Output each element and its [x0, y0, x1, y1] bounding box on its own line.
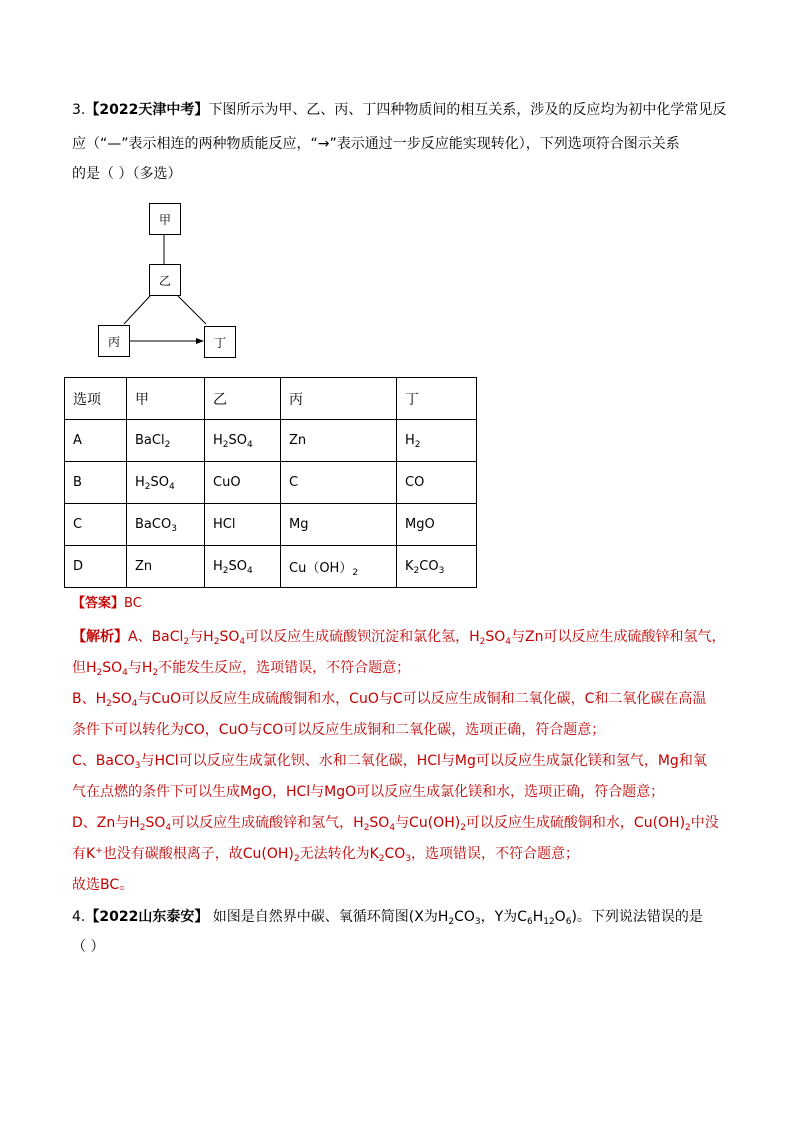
- table-row: [65, 420, 477, 462]
- cell-bing: $Cu(OH)_2$: [281, 546, 397, 588]
- cell-yi: $H_2SO_4$: [205, 420, 281, 462]
- header-option: 选项: [65, 378, 127, 420]
- analysis-line-6: 气在点燃的条件下可以生成MgO，HCl与MgO可以反应生成氯化镁和水，选项正确，符合题意；: [72, 784, 665, 800]
- analysis-line-5: C、BaCO$_3$与HCl可以反应生成氯化钡、水和二氧化碳，HCl与Mg可以反应生成氯化镁和氢气，Mg和氧: [72, 753, 707, 771]
- table-row: [65, 504, 477, 546]
- node-ding: 丁: [204, 326, 236, 358]
- cell-jia: Zn: [127, 546, 205, 588]
- relationship-diagram: [0, 0, 794, 380]
- cell-jia: BaCl$_2$: [127, 420, 205, 462]
- cell-bing: Zn: [281, 420, 397, 462]
- option-label: C: [65, 504, 127, 546]
- option-label: D: [65, 546, 127, 588]
- line-yi-ding: [178, 296, 206, 324]
- analysis-line-3: B、$H_2SO_4$与CuO可以反应生成硫酸铜和水，CuO与C可以反应生成铜和二氧化碳，C和二氧化碳在高温: [72, 691, 707, 709]
- analysis-line-8: 有K+也没有碳酸根离子，故$Cu(OH)_2$无法转化为$K_2CO_3$，选项错误，不符合题意；: [72, 846, 580, 864]
- question-3-line-3: 的是（ ）（多选）: [72, 166, 182, 182]
- line-yi-bing: [124, 296, 150, 324]
- header-ding: 丁: [397, 378, 477, 420]
- question-number: 4.: [72, 909, 86, 925]
- table-row: [65, 462, 477, 504]
- node-bing: 丙: [98, 325, 130, 357]
- question-text: 下图所示为甲、乙、丙、丁四种物质间的相互关系，涉及的反应均为初中化学常见反: [208, 102, 727, 118]
- analysis-line-1: 【解析】A、BaCl$_2$与$H_2SO_4$可以反应生成硫酸钡沉淀和氯化氢，$H_2SO_4$与Zn可以反应生成硫酸锌和氢气，: [72, 629, 726, 647]
- cell-bing: C: [281, 462, 397, 504]
- cell-ding: CO: [397, 462, 477, 504]
- cell-yi: $H_2SO_4$: [205, 546, 281, 588]
- node-yi: 乙: [149, 264, 181, 296]
- answer-label: 【答案】: [72, 596, 125, 611]
- question-source-tag: 【2022天津中考】: [85, 102, 209, 118]
- analysis-line-4: 条件下可以转化为CO，CuO与CO可以反应生成铜和二氧化碳，选项正确，符合题意；: [72, 722, 606, 738]
- analysis-conclusion: 故选BC。: [72, 877, 134, 893]
- arrow-head: [196, 338, 204, 344]
- options-table: [64, 377, 477, 588]
- header-bing: 丙: [281, 378, 397, 420]
- cell-jia: $H_2SO_4$: [127, 462, 205, 504]
- header-jia: 甲: [127, 378, 205, 420]
- cell-yi: CuO: [205, 462, 281, 504]
- table-header-row: [65, 378, 477, 420]
- answer-value: BC: [124, 596, 142, 611]
- header-yi: 乙: [205, 378, 281, 420]
- question-source-tag: 【2022山东泰安】: [85, 909, 209, 925]
- answer-line: [72, 594, 142, 614]
- analysis-line-2: 但$H_2SO_4$与$H_2$不能发生反应，选项错误，不符合题意；: [72, 660, 411, 678]
- table-row: [65, 546, 477, 588]
- option-label: A: [65, 420, 127, 462]
- analysis-label: 【解析】: [72, 629, 128, 645]
- question-number: 3.: [72, 102, 86, 118]
- cell-ding: MgO: [397, 504, 477, 546]
- analysis-line-7: D、Zn与$H_2SO_4$可以反应生成硫酸锌和氢气，$H_2SO_4$与$Cu(OH)_2$可以反应生成硫酸铜和水，$Cu(OH)_2$中没: [72, 815, 719, 833]
- question-4-line-1: 4.【2022山东泰安】 如图是自然界中碳、氧循环简图(X为$H_2CO_3$，Y为$C_6H_{12}O_6$)。下列说法错误的是: [72, 909, 703, 927]
- cell-ding: $H_2$: [397, 420, 477, 462]
- node-jia: 甲: [149, 203, 181, 235]
- question-4-line-2: （ ）: [72, 939, 105, 955]
- cell-yi: HCl: [205, 504, 281, 546]
- cell-ding: $K_2CO_3$: [397, 546, 477, 588]
- cell-bing: Mg: [281, 504, 397, 546]
- option-label: B: [65, 462, 127, 504]
- cell-jia: BaCO$_3$: [127, 504, 205, 546]
- question-3-line-2: 应（“—”表示相连的两种物质能反应，“→”表示通过一步反应能实现转化），下列选项符合图示关系: [72, 136, 680, 152]
